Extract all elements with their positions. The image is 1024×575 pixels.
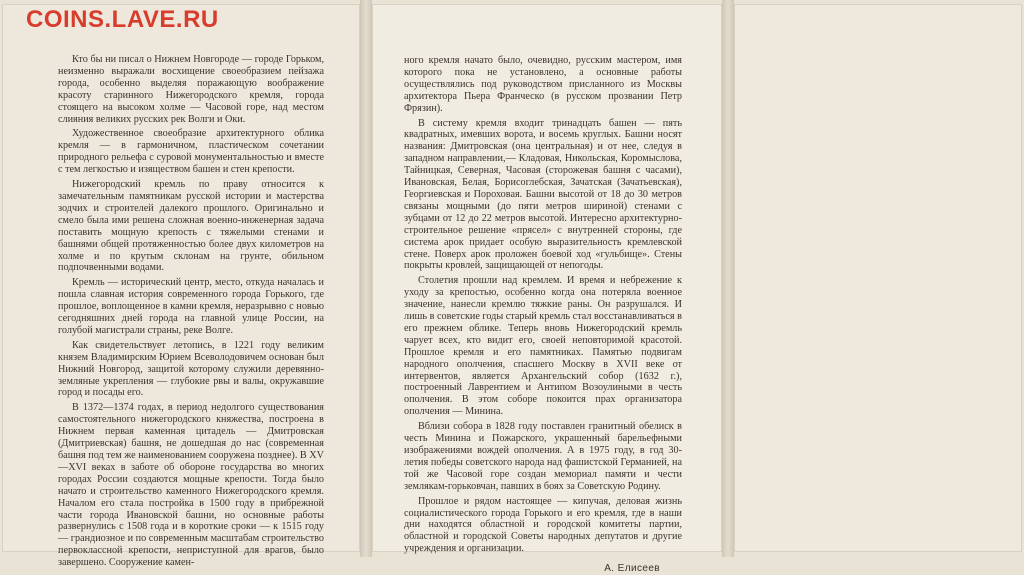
right-page-blank — [734, 4, 1022, 552]
paragraph: Столетия прошли над кремлем. И время и небрежение к уходу за крепостью, особенно когда она потеряла военное значение, нанесли кремлю тяжкие раны. Он разрушался. И лишь в советские годы старый кремль стал восстанавливаться в его прежнем облике. Теперь вновь Нижегородский кремль чарует всех, кто видит его, своей неповторимой красотой. Прошлое кремля и его памятниках. Памятью подвигам народного ополчения, спасшего Москву в XVII веке от интервентов, является Архангельский собор (1632 г.), построенный Лаврентием и Антипом Возоулиными в честь ополчения. В этом соборе покоится прах организатора ополчения — Минина. — [404, 275, 682, 418]
paragraph: В систему кремля входит тринадцать башен — пять квадратных, имевших ворота, и восемь круглых. Башни носят названия: Дмитровская (она центральная) и от нее, следуя в западном направлении,— Кладовая, Никольская, Коромыслова, Тайницкая, Северная, Часовая (сторожевая башня с часами), Ивановская, Белая, Борисоглебская, Зачатская (Зачатьевская), Георгиевская и Пороховая. Башни высотой от 18 до 30 метров связаны мощными (до пяти метров шириной) стенами с зубцами от 12 до 22 метров высотой. Интересно архитектурно-строительное решение «прясел» с внутренней стороны, где система арок придает особую выразительность кремлевской стене. Поверх арок проложен боевой ход «гульбище». Стены покрыты кровлей, защищающей от непогоды. — [404, 117, 682, 272]
paragraph: Кто бы ни писал о Нижнем Новгороде — городе Горьком, неизменно выражали восхищение своеобразием пейзажа города, особенно выделяя поражающую воображение красоту старинного Нижегородского кремля, города стоящего на высоком холме — Часовой горе, над местом слияния великих русских рек Волги и Оки. — [58, 54, 324, 125]
paragraph: Кремль — исторический центр, место, откуда началась и пошла славная история современного города Горького, где прошлое, воплощенное в камни кремля, неразрывно с новью сегодняшних дней города на главной улице России, на голубой магистрали страны, реке Волге. — [58, 277, 324, 336]
paragraph: Вблизи собора в 1828 году поставлен гранитный обелиск в честь Минина и Пожарского, украшенный барельефными изображениями вождей ополчения. А в 1975 году, в год 30-летия победы советского народа над фашистской Германией, на той же Часовой горе создан мемориал памяти и чести землякам-горьковчан, павших в боях за Советскую Родину. — [404, 421, 682, 492]
paragraph: Прошлое и рядом настоящее — кипучая, деловая жизнь социалистического города Горького и его кремля, где в наши дни находятся областной и городской комитеты партии, областной и городской Советы народных депутатов и другие учреждения и организации. — [404, 495, 682, 555]
text-column-middle — [404, 55, 682, 575]
site-watermark: COINS.LAVE.RU — [26, 6, 219, 33]
page-fold-left — [360, 0, 372, 557]
author-signature: А. Елисеев — [604, 563, 660, 575]
paragraph: Как свидетельствует летопись, в 1221 году великим князем Владимирским Юрием Всеволодовичем основан был Нижний Новгород, защитой которому служили деревянно-земляные укрепления — глубокие рвы и валы, окружавшие город и посады его. — [58, 339, 324, 399]
paragraph: Нижегородский кремль по праву относится к замечательным памятникам русской истории и мастерства зодчих и строителей далекого прошлого. Оригинально и смело была ими решена сложная военно-инженерная задача поставить мощную крепость с тяжелыми стенами и башнями общей протяженностью более двух километров на холме и по крутым склонам на грунте, обильном подпочвенными водами. — [58, 179, 324, 274]
paragraph: Художественное своеобразие архитектурного облика кремля — в гармоничном, пластическом сочетании природного рельефа с суровой монументальностью и вместе с тем легкостью и изяществом башен и стен крепости. — [58, 128, 324, 176]
page-fold-right — [722, 0, 734, 557]
paragraph: В 1372—1374 годах, в период недолгого существования самостоятельного нижегородского княжества, построена в Нижнем первая каменная цитадель — Дмитровская (Дмитриевская) башня, не дошедшая до нас (современная башня под тем же наименованием сооружена позднее). В XV—XVI веках в заботе об обороне государства во многих городах России создаются мощные крепости. Тогда было начато и строительство каменного Нижегородского кремля. Началом его стала постройка в 1500 году в прибрежной части города Ивановской башни, но основные работы развернулись с 1508 года и в короткие сроки — к 1515 году — грандиозное и по современным масштабам строительство первоклассной крепости, неприступной для врагов, было завершено. Сооружение камен- — [58, 402, 324, 569]
paragraph: ного кремля начато было, очевидно, русским мастером, имя которого пока не установлено, а основные работы осуществлялись под руководством присланного из Москвы архитектора Пьера Франческо (в русском прозвании Петр Фрязин). — [404, 55, 682, 114]
text-column-left — [58, 54, 324, 572]
